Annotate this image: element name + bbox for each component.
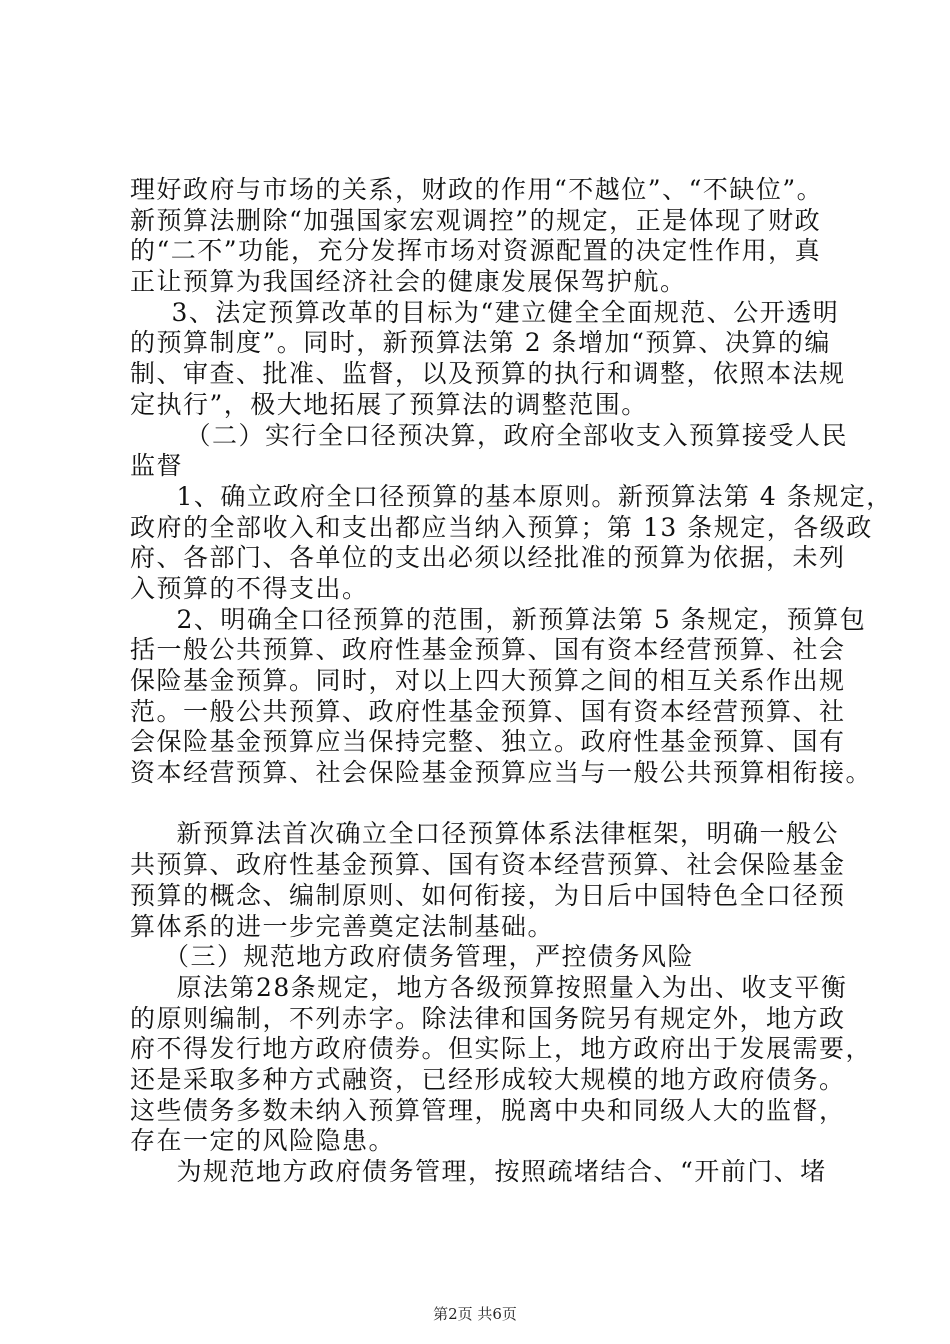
text-line: 会保险基金预算应当保持完整、独立。政府性基金预算、国有 bbox=[130, 727, 846, 756]
text-line: 2、明确全口径预算的范围，新预算法第 5 条规定，预算包 bbox=[150, 605, 867, 634]
text-line: 府、各部门、各单位的支出必须以经批准的预算为依据，未列 bbox=[130, 543, 846, 572]
text-line: 还是采取多种方式融资，已经形成较大规模的地方政府债务。 bbox=[130, 1065, 846, 1094]
text-line: 这些债务多数未纳入预算管理，脱离中央和同级人大的监督， bbox=[130, 1096, 846, 1125]
section-heading: （三）规范地方政府债务管理，严控债务风险 bbox=[150, 942, 695, 971]
text-line: 府不得发行地方政府债券。但实际上，地方政府出于发展需要， bbox=[130, 1034, 873, 1063]
text-line: 入预算的不得支出。 bbox=[130, 574, 369, 603]
text-line: 的原则编制，不列赤字。除法律和国务院另有规定外，地方政 bbox=[130, 1004, 846, 1033]
text-line: 算体系的进一步完善奠定法制基础。 bbox=[130, 912, 555, 941]
text-line: 制、审查、批准、监督，以及预算的执行和调整，依照本法规 bbox=[130, 359, 846, 388]
text-line: 资本经营预算、社会保险基金预算应当与一般公共预算相衔接。 bbox=[130, 758, 873, 787]
text-line: 存在一定的风险隐患。 bbox=[130, 1126, 396, 1155]
text-line: 括一般公共预算、政府性基金预算、国有资本经营预算、社会 bbox=[130, 635, 846, 664]
section-heading: （二）实行全口径预决算，政府全部收支入预算接受人民 bbox=[145, 421, 849, 450]
text-line: 为规范地方政府债务管理，按照疏堵结合、“开前门、堵 bbox=[150, 1157, 827, 1186]
text-line: 新预算法删除“加强国家宏观调控”的规定，正是体现了财政 bbox=[130, 206, 822, 235]
text-line: 原法第28条规定，地方各级预算按照量入为出、收支平衡 bbox=[150, 973, 848, 1002]
text-line: 1、确立政府全口径预算的基本原则。新预算法第 4 条规定， bbox=[150, 482, 893, 511]
page-number-footer: 第2页 共6页 bbox=[433, 1305, 517, 1323]
text-line: 预算的概念、编制原则、如何衔接，为日后中国特色全口径预 bbox=[130, 881, 846, 910]
text-line: 3、法定预算改革的目标为“建立健全全面规范、公开透明 bbox=[145, 298, 840, 327]
text-line: 定执行”，极大地拓展了预算法的调整范围。 bbox=[130, 390, 648, 419]
text-line: 保险基金预算。同时，对以上四大预算之间的相互关系作出规 bbox=[130, 666, 846, 695]
text-line: 新预算法首次确立全口径预算体系法律框架，明确一般公 bbox=[150, 819, 840, 848]
text-line: 共预算、政府性基金预算、国有资本经营预算、社会保险基金 bbox=[130, 850, 846, 879]
text-line: 的预算制度”。同时，新预算法第 2 条增加“预算、决算的编 bbox=[130, 328, 831, 357]
section-heading-continued: 监督 bbox=[130, 451, 184, 480]
text-line: 理好政府与市场的关系，财政的作用“不越位”、“不缺位”。 bbox=[130, 175, 824, 204]
text-line: 范。一般公共预算、政府性基金预算、国有资本经营预算、社 bbox=[130, 697, 846, 726]
text-line: 正让预算为我国经济社会的健康发展保驾护航。 bbox=[130, 267, 687, 296]
text-line: 政府的全部收入和支出都应当纳入预算；第 13 条规定，各级政 bbox=[130, 513, 873, 542]
text-line: 的“二不”功能，充分发挥市场对资源配置的决定性作用，真 bbox=[130, 236, 822, 265]
